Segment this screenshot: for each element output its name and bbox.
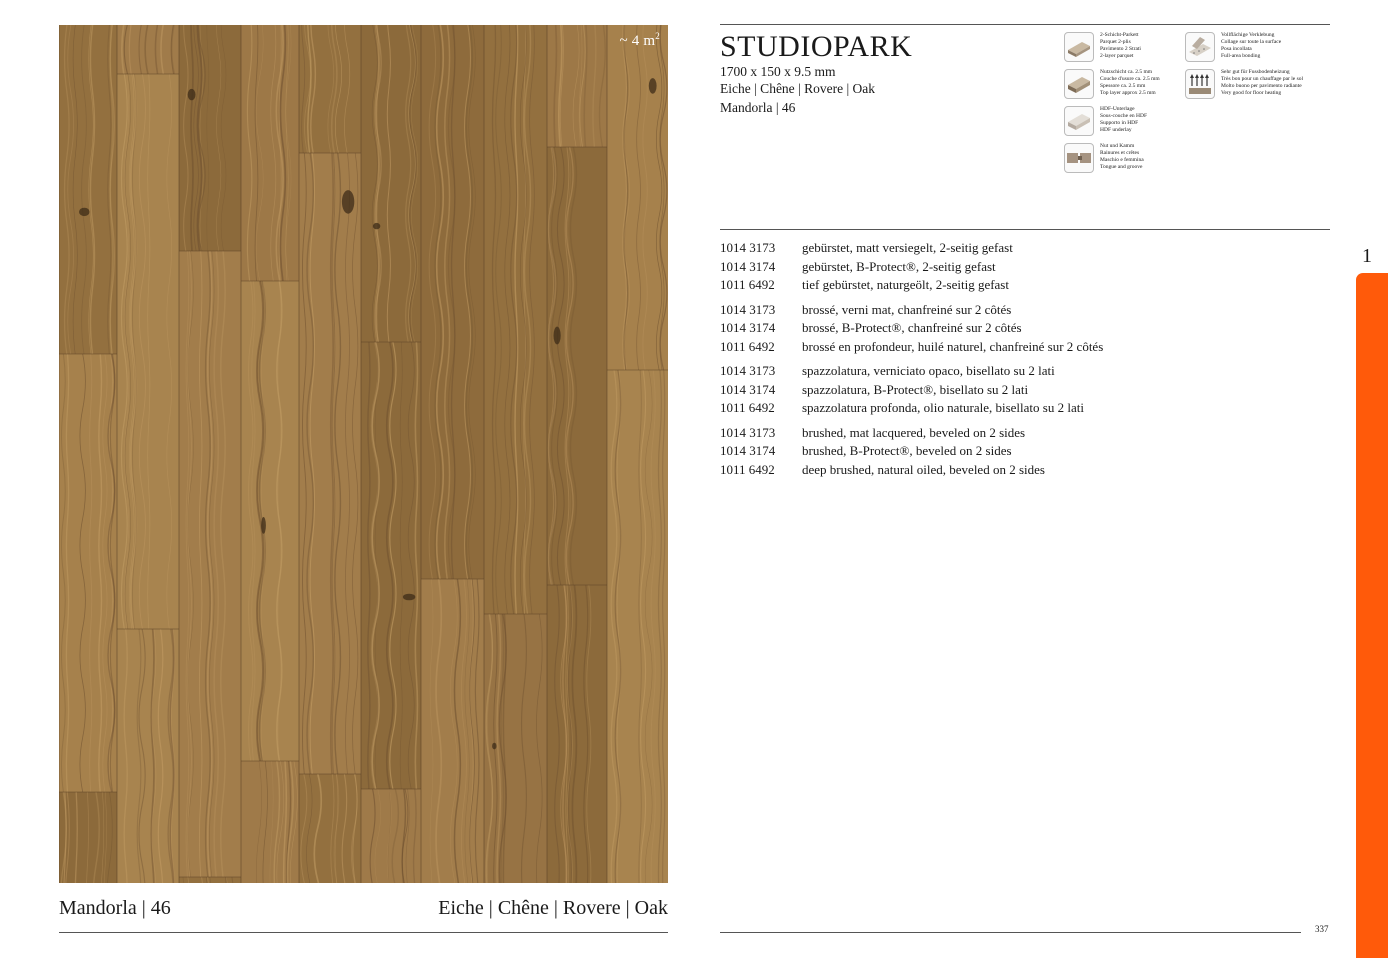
wood-knot bbox=[649, 78, 657, 94]
article-row bbox=[720, 319, 1103, 338]
article-row bbox=[720, 381, 1103, 400]
article-code: 1014 3174 bbox=[720, 258, 776, 274]
article-description: brossé en profondeur, huilé naturel, chanfreiné sur 2 côtés bbox=[802, 338, 1104, 354]
article-description: brushed, mat lacquered, beveled on 2 sides bbox=[802, 424, 1026, 440]
article-list bbox=[720, 239, 1103, 485]
color-caption: Mandorla | 46 bbox=[59, 897, 171, 919]
two-layer-parquet-icon bbox=[1064, 32, 1094, 62]
article-code: 1011 6492 bbox=[720, 461, 775, 477]
wood-floor-photo bbox=[59, 25, 668, 883]
article-row bbox=[720, 424, 1103, 443]
article-description: brossé, verni mat, chanfreiné sur 2 côtés bbox=[802, 301, 1012, 317]
top-layer-icon bbox=[1064, 69, 1094, 99]
chapter-tab bbox=[1356, 273, 1388, 958]
floor-heating-icon bbox=[1185, 69, 1215, 99]
feature-full-area-bonding: Vollflächige Verklebung Collage sur toute la surface Posa incollata Full-area bonding bbox=[1185, 32, 1315, 62]
article-row bbox=[720, 301, 1103, 320]
wood-knot bbox=[79, 208, 90, 216]
article-row bbox=[720, 239, 1103, 258]
article-code: 1011 6492 bbox=[720, 400, 775, 415]
divider bbox=[720, 24, 1330, 25]
article-code: 1014 3174 bbox=[720, 443, 776, 458]
article-row bbox=[720, 258, 1103, 277]
wood-knot bbox=[373, 223, 380, 229]
article-code: 1014 3173 bbox=[720, 301, 776, 317]
article-code: 1014 3174 bbox=[720, 320, 776, 335]
article-description: gebürstet, matt versiegelt, 2-seitig gefast bbox=[802, 240, 1013, 255]
article-description: spazzolatura profonda, olio naturale, bisellato su 2 lati bbox=[802, 400, 1084, 415]
article-code: 1014 3173 bbox=[720, 424, 776, 440]
tongue-groove-icon bbox=[1064, 143, 1094, 173]
feature-floor-heating: Sehr gut für Fussbodenheizung Très bon pour un chauffage par le sol Molto buono per pavimento radiante Very good for floor heating bbox=[1185, 69, 1315, 99]
article-description: tief gebürstet, naturgeölt, 2-seitig gefast bbox=[802, 277, 1009, 292]
product-variant: Mandorla | 46 bbox=[720, 100, 796, 115]
feature-tongue-groove: Nut und Kamm Rainures et crêtes Maschio e femmina Tongue and groove bbox=[1064, 143, 1194, 173]
article-group-it bbox=[720, 362, 1103, 418]
divider bbox=[720, 932, 1301, 933]
wood-knot bbox=[188, 89, 196, 100]
article-row bbox=[720, 442, 1103, 461]
species-caption: Eiche | Chêne | Rovere | Oak bbox=[438, 897, 668, 919]
divider bbox=[59, 932, 668, 933]
article-description: brossé, B-Protect®, chanfreiné sur 2 côtés bbox=[802, 320, 1022, 335]
article-group-en bbox=[720, 424, 1103, 480]
page-number: 337 bbox=[1315, 924, 1329, 934]
article-description: spazzolatura, verniciato opaco, bisellato su 2 lati bbox=[802, 363, 1055, 378]
article-description: spazzolatura, B-Protect®, bisellato su 2 lati bbox=[802, 381, 1029, 397]
article-row bbox=[720, 399, 1103, 418]
divider bbox=[720, 229, 1330, 230]
feature-top-layer: Nutzschicht ca. 2.5 mm Couche d'usure ca. 2.5 mm Spessore ca. 2.5 mm Top layer approx 2.5 mm bbox=[1064, 69, 1194, 99]
article-code: 1014 3174 bbox=[720, 381, 776, 397]
full-area-bonding-icon bbox=[1185, 32, 1215, 62]
article-group-de bbox=[720, 239, 1103, 295]
wood-knot bbox=[554, 327, 561, 345]
wood-plank bbox=[179, 25, 241, 251]
article-code: 1011 6492 bbox=[720, 338, 775, 354]
article-code: 1014 3173 bbox=[720, 240, 776, 255]
product-title: STUDIOPARK bbox=[720, 30, 913, 63]
article-code: 1011 6492 bbox=[720, 277, 775, 292]
product-dimensions: 1700 x 150 x 9.5 mm bbox=[720, 64, 836, 79]
article-code: 1014 3173 bbox=[720, 363, 776, 378]
feature-two-layer-parquet: 2-Schicht-Parkett Parquet 2-plis Pavimento 2 Strati 2-layer parquet bbox=[1064, 32, 1194, 62]
wood-knot bbox=[342, 190, 354, 214]
article-row bbox=[720, 362, 1103, 381]
feature-hdf-underlay: HDF-Unterlage Sous-couche en HDF Supporto in HDF HDF underlay bbox=[1064, 106, 1194, 136]
area-badge: ~ 4 $m^2$ bbox=[619, 31, 660, 49]
wood-knot bbox=[492, 743, 496, 750]
hdf-underlay-icon bbox=[1064, 106, 1094, 136]
article-row bbox=[720, 338, 1103, 357]
article-description: brushed, B-Protect®, beveled on 2 sides bbox=[802, 443, 1012, 458]
article-description: deep brushed, natural oiled, beveled on 2 sides bbox=[802, 461, 1045, 477]
article-row bbox=[720, 276, 1103, 295]
article-row bbox=[720, 461, 1103, 480]
product-species: Eiche | Chêne | Rovere | Oak bbox=[720, 81, 876, 96]
article-group-fr bbox=[720, 301, 1103, 357]
wood-knot bbox=[261, 517, 266, 534]
article-description: gebürstet, B-Protect®, 2-seitig gefast bbox=[802, 258, 996, 274]
chapter-number: 1 bbox=[1362, 245, 1372, 267]
wood-knot bbox=[403, 594, 415, 601]
